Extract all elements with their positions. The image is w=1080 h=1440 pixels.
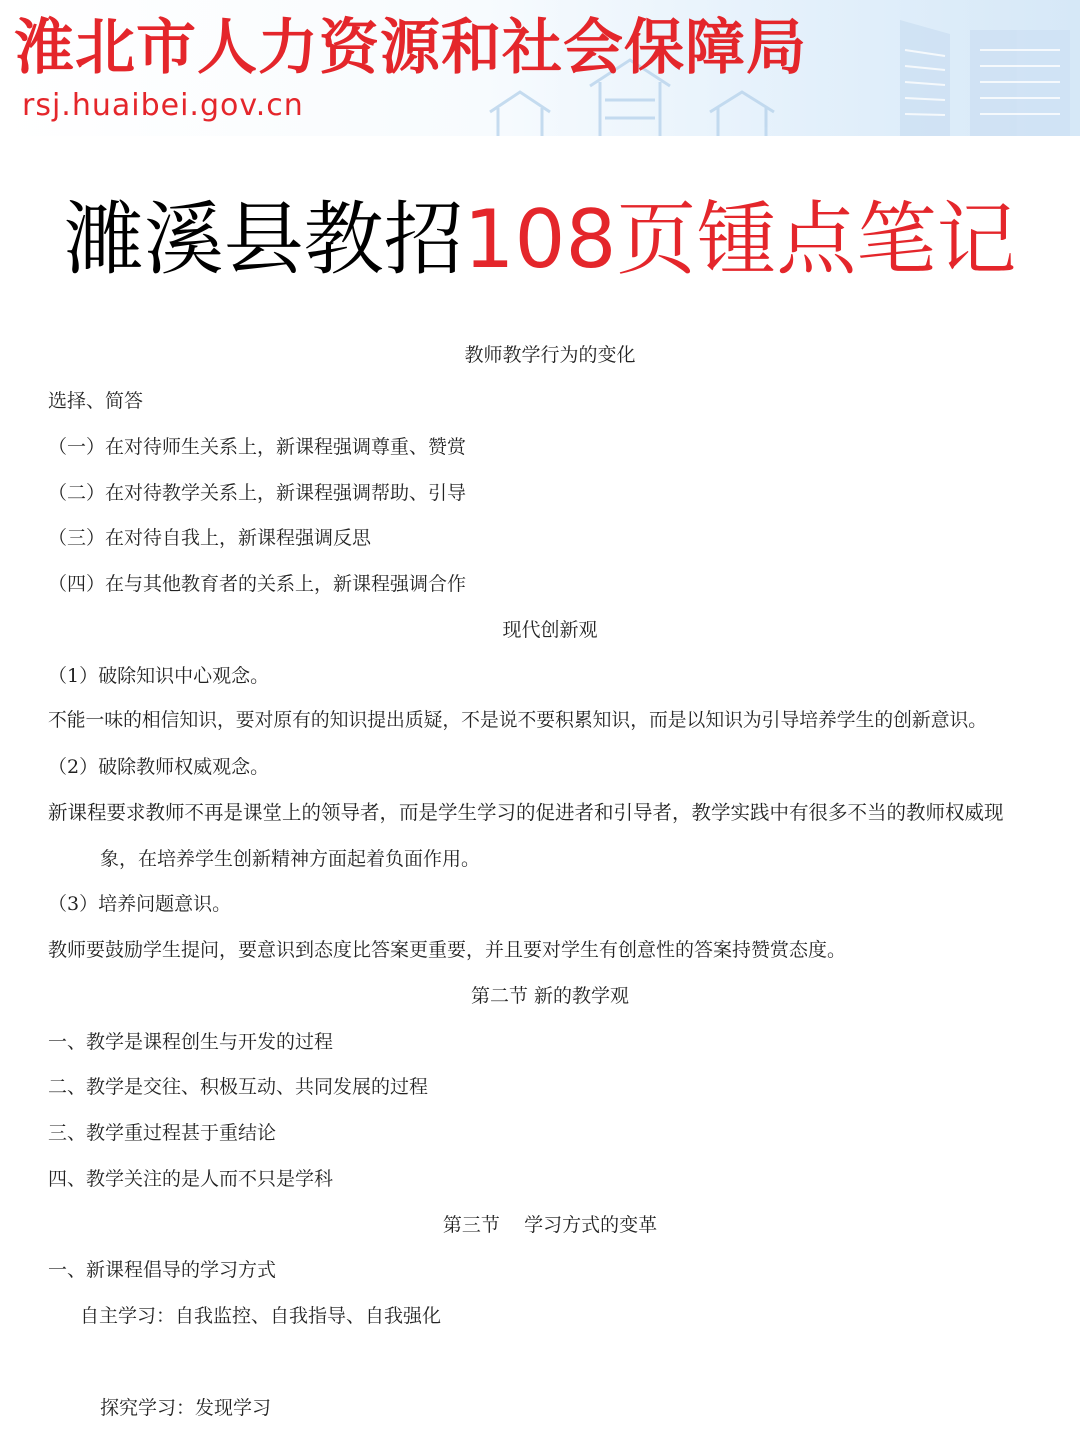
paragraph-text: 教师要鼓励学生提问，要意识到态度比答案更重要，并且要对学生有创意性的答案持赞赏态度。 <box>48 939 847 961</box>
section-heading: 第二节 新的教学观 <box>470 985 630 1007</box>
site-title: 淮北市人力资源和社会保障局 <box>14 13 807 83</box>
paragraph-text: 新课程要求教师不再是课堂上的领导者，而是学生学习的促进者和引导者，教学实践中有很多不当的教师权威现 <box>48 801 1004 824</box>
headline-part-black: 濉溪县教招 <box>63 193 464 286</box>
section-heading: 第三节 学习方式的变革 <box>442 1214 658 1236</box>
list-item: 四、教学关注的是人而不只是学科 <box>48 1168 334 1190</box>
paragraph-text-continued: 象，在培养学生创新精神方面起着负面作用。 <box>100 848 481 870</box>
paragraph-title: （1）破除知识中心观念。 <box>48 665 270 687</box>
sub-item: 自主学习：自我监控、自我指导、自我强化 <box>80 1305 442 1327</box>
page-headline <box>0 190 1080 290</box>
list-item: 一、新课程倡导的学习方式 <box>48 1259 277 1281</box>
list-item: 一、教学是课程创生与开发的过程 <box>48 1031 334 1053</box>
headline-part-red: 108页锺点笔记 <box>463 193 1017 286</box>
list-item: （二）在对待教学关系上，新课程强调帮助、引导 <box>48 482 467 504</box>
section-note: 选择、简答 <box>48 390 144 412</box>
sub-item: 探究学习：发现学习 <box>100 1397 272 1419</box>
site-url: rsj.huaibei.gov.cn <box>22 88 304 123</box>
section-heading: 现代创新观 <box>502 619 598 641</box>
list-item: （三）在对待自我上，新课程强调反思 <box>48 527 372 549</box>
list-item: （四）在与其他教育者的关系上，新课程强调合作 <box>48 573 467 595</box>
paragraph-text: 不能一味的相信知识，要对原有的知识提出质疑，不是说不要积累知识，而是以知识为引导培养学生的创新意识。 <box>48 710 988 731</box>
paragraph-title: （3）培养问题意识。 <box>48 893 232 915</box>
list-item: （一）在对待师生关系上，新课程强调尊重、赞赏 <box>48 436 467 458</box>
list-item: 三、教学重过程甚于重结论 <box>48 1122 277 1144</box>
header-banner <box>0 0 1080 136</box>
paragraph-title: （2）破除教师权威观念。 <box>48 756 270 778</box>
section-heading: 教师教学行为的变化 <box>464 344 636 366</box>
list-item: 二、教学是交往、积极互动、共同发展的过程 <box>48 1076 429 1098</box>
